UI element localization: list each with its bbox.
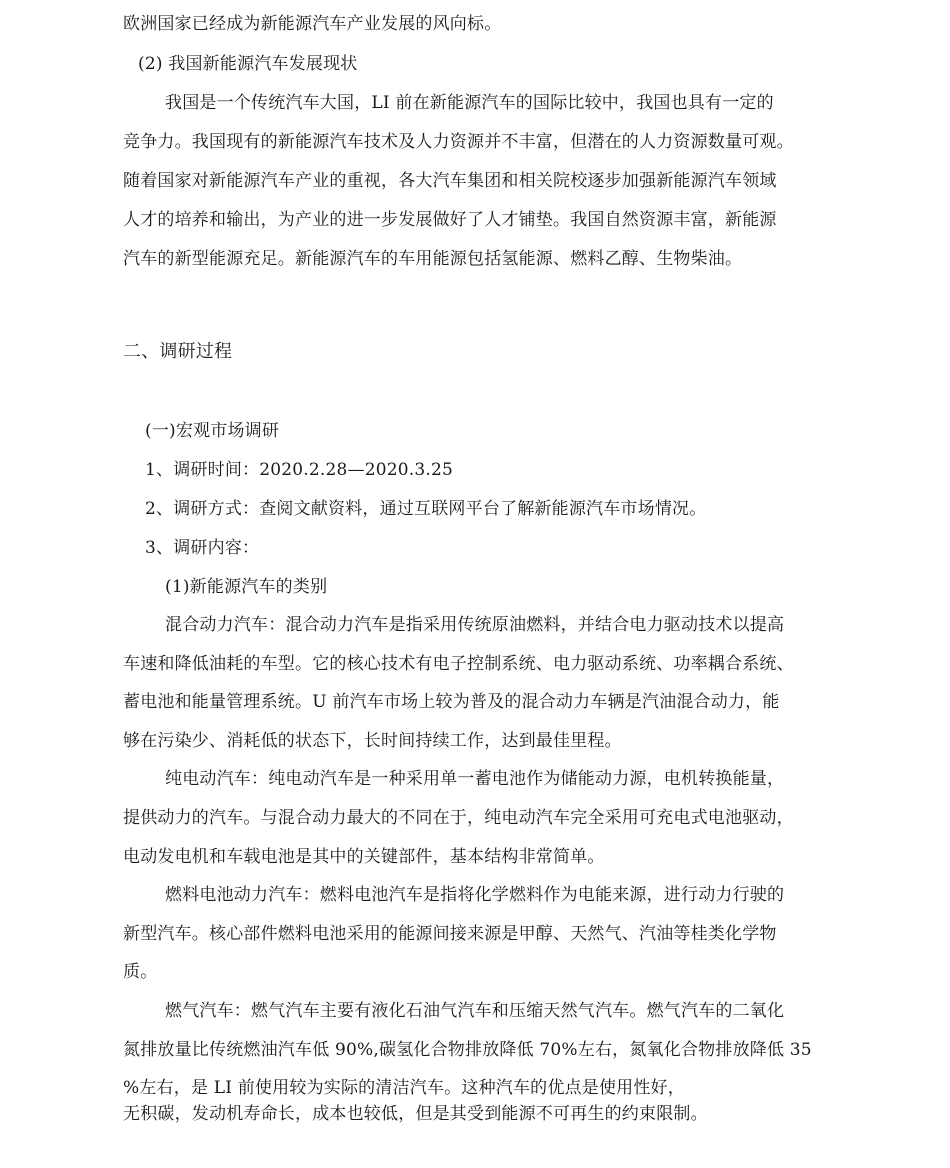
- categories-heading: (1)新能源汽车的类别: [165, 577, 328, 597]
- hybrid-para-line: 混合动力汽车：混合动力汽车是指采用传统原油燃料，并结合电力驱动技术以提高: [165, 615, 785, 635]
- sub2-para-line: 竞争力。我国现有的新能源汽车技术及人力资源并不丰富，但潜在的人力资源数量可观。: [123, 132, 794, 152]
- research-item: 3、调研内容：: [145, 538, 260, 558]
- sub2-para-line: 我国是一个传统汽车大国，LI 前在新能源汽车的国际比较中，我国也具有一定的: [165, 93, 774, 113]
- electric-para-line: 电动发电机和车载电池是其中的关键部件，基本结构非常简单。: [123, 847, 605, 867]
- fuelcell-para-line: 新型汽车。核心部件燃料电池采用的能源间接来源是甲醇、天然气、汽油等桂类化学物: [123, 924, 777, 944]
- sub2-para-line: 人才的培养和输出，为产业的进一步发展做好了人才铺垫。我国自然资源丰富，新能源: [123, 210, 777, 230]
- gas-para-line: 氮排放量比传统燃油汽车低 90%,碳氢化合物排放降低 70%左右，氮氧化合物排放降低 35: [123, 1040, 812, 1060]
- electric-para-line: 纯电动汽车：纯电动汽车是一种采用单一蓄电池作为储能动力源，电机转换能量，: [165, 769, 785, 789]
- research-item: 1、调研时间：2020.2.28—2020.3.25: [145, 460, 454, 480]
- fuelcell-para-line: 燃料电池动力汽车：燃料电池汽车是指将化学燃料作为电能来源，进行动力行驶的: [165, 885, 785, 905]
- hybrid-para-line: 够在污染少、消耗低的状态下，长时间持续工作，达到最佳里程。: [123, 731, 622, 751]
- gas-para-line: 燃气汽车：燃气汽车主要有液化石油气汽车和压缩天然气汽车。燃气汽车的二氧化: [165, 1001, 785, 1021]
- sub2-para-line: 汽车的新型能源充足。新能源汽车的车用能源包括氢能源、燃料乙醇、生物柴油。: [123, 249, 743, 269]
- sub2-para-line: 随着国家对新能源汽车产业的重视，各大汽车集团和相关院校逐步加强新能源汽车领域: [123, 171, 777, 191]
- macro-research-heading: (一)宏观市场调研: [145, 421, 280, 441]
- hybrid-para-line: 车速和降低油耗的车型。它的核心技术有电子控制系统、电力驱动系统、功率耦合系统、: [123, 654, 794, 674]
- hybrid-para-line: 蓄电池和能量管理系统。U 前汽车市场上较为普及的混合动力车辆是汽油混合动力，能: [123, 692, 780, 712]
- electric-para-line: 提供动力的汽车。与混合动力最大的不同在于，纯电动汽车完全采用可充电式电池驱动，: [123, 808, 794, 828]
- gas-para-line: 无积碳，发动机寿命长，成本也较低，但是其受到能源不可再生的约束限制。: [123, 1104, 708, 1124]
- gas-para-line: %左右，是 LI 前使用较为实际的清洁汽车。这种汽车的优点是使用性好，: [123, 1078, 685, 1098]
- section-2-heading: 二、调研过程: [123, 341, 233, 362]
- intro-tail-line: 欧洲国家已经成为新能源汽车产业发展的风向标。: [123, 14, 502, 34]
- fuelcell-para-line: 质。: [123, 962, 158, 982]
- subsection-2-heading: (2) 我国新能源汽车发展现状: [138, 54, 358, 74]
- research-item: 2、调研方式：查阅文献资料，通过互联网平台了解新能源汽车市场情况。: [145, 499, 707, 519]
